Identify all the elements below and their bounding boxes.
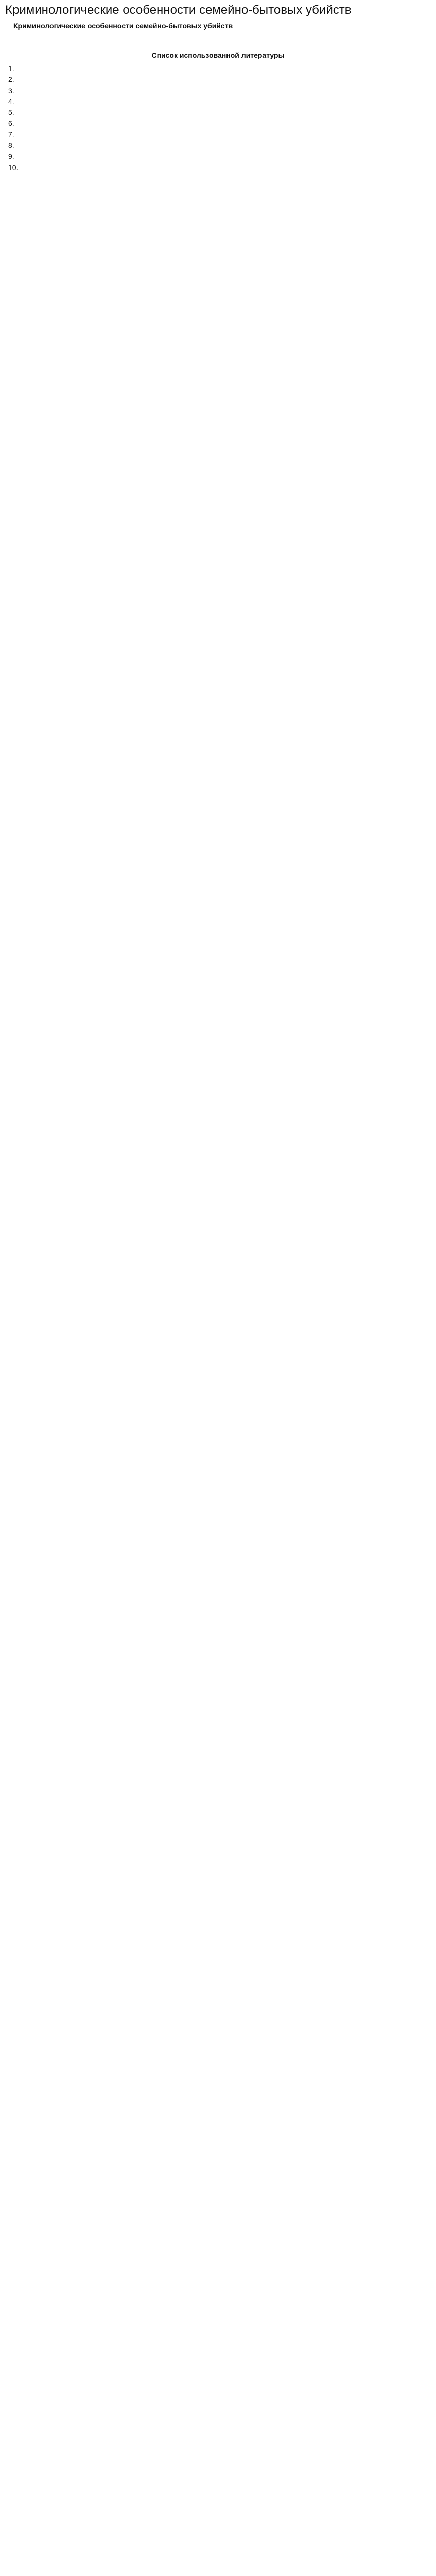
document-page: [0, 0, 436, 183]
reference-text: [20, 63, 431, 74]
references-list: [5, 63, 431, 173]
document-subtitle: Криминологические особенности семейно-бытовых убийств: [13, 21, 233, 30]
reference-number: 5.: [8, 108, 14, 117]
reference-text: [20, 86, 431, 96]
reference-number: 2.: [8, 75, 14, 84]
reference-text: [20, 162, 431, 173]
reference-item: [8, 96, 431, 107]
reference-text: [20, 151, 431, 161]
reference-number: 4.: [8, 97, 14, 106]
reference-item: [8, 63, 431, 74]
reference-text: [20, 140, 431, 150]
reference-text: [20, 118, 431, 128]
reference-item: [8, 74, 431, 84]
document-title: Криминологические особенности семейно-бытовых убийств: [5, 3, 352, 17]
reference-item: [8, 140, 431, 150]
reference-number: 1.: [8, 64, 14, 73]
reference-number: 9.: [8, 152, 14, 161]
reference-item: [8, 162, 431, 173]
reference-item: [8, 107, 431, 117]
reference-number: 10.: [8, 163, 19, 172]
reference-text: [20, 74, 431, 84]
reference-item: [8, 151, 431, 161]
reference-text: [20, 96, 431, 107]
reference-text: [20, 129, 431, 140]
reference-text: [20, 107, 431, 117]
reference-item: [8, 86, 431, 96]
reference-number: 8.: [8, 141, 14, 150]
reference-item: [8, 129, 431, 140]
references-heading: Список использованной литературы: [151, 50, 285, 59]
reference-number: 7.: [8, 130, 14, 139]
reference-number: 6.: [8, 119, 14, 128]
reference-number: 3.: [8, 86, 14, 95]
reference-item: [8, 118, 431, 128]
